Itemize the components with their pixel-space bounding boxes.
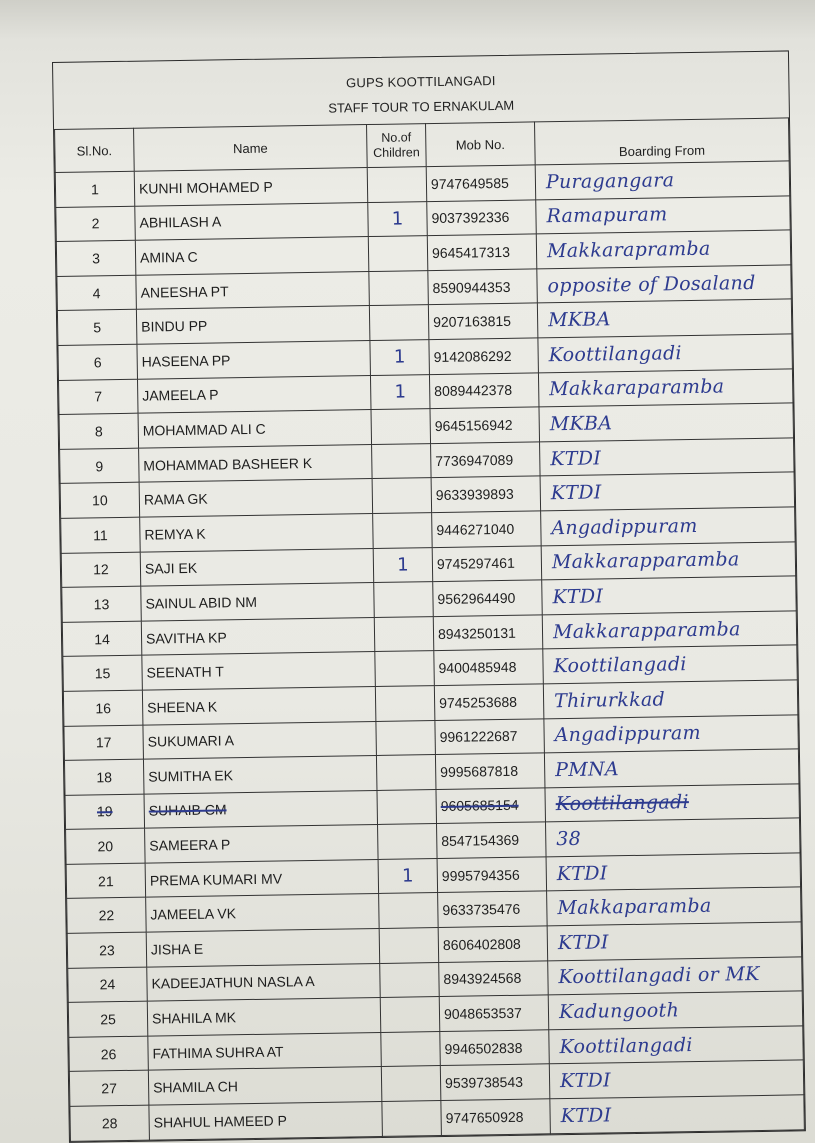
row-name-text: SAINUL ABID NM	[145, 593, 258, 612]
row-boarding	[542, 611, 797, 650]
row-boarding-text: Angadippuram	[551, 514, 698, 539]
row-boarding	[546, 853, 801, 892]
row-sl-no	[69, 1036, 149, 1072]
row-name-text: KUNHI MOHAMED P	[138, 178, 273, 197]
row-mobile	[434, 684, 544, 720]
row-mobile-text: 9745297461	[436, 555, 515, 573]
row-sl-no	[66, 863, 146, 899]
row-boarding	[545, 784, 800, 823]
row-name	[146, 929, 380, 967]
row-name	[137, 375, 371, 413]
row-mobile-text: 9645417313	[431, 243, 511, 262]
row-children	[372, 478, 432, 514]
row-mobile-text: 9142086292	[433, 347, 512, 365]
row-boarding-text: Makkarapramba	[546, 237, 711, 263]
row-sl-no	[60, 448, 140, 484]
row-name	[143, 756, 377, 794]
row-children-text: 1	[393, 346, 406, 368]
row-mobile	[432, 545, 542, 581]
row-boarding-text: Koottilangadi	[553, 653, 687, 678]
row-sl-no	[69, 1071, 149, 1107]
row-mobile	[439, 960, 549, 996]
row-sl-no-text: 2	[91, 215, 100, 232]
row-name-text: SAJI EK	[144, 560, 198, 577]
row-name-text: RAMA GK	[143, 490, 208, 508]
row-children	[376, 720, 436, 756]
row-boarding-text: Koottilangadi	[548, 341, 683, 366]
row-sl-no	[67, 898, 147, 934]
row-sl-no-text: 13	[93, 596, 110, 613]
row-mobile-text: 9995687818	[440, 762, 519, 780]
staff-table	[54, 117, 805, 1141]
row-boarding	[536, 230, 791, 269]
row-sl-no	[61, 517, 141, 553]
row-name-text: MOHAMMAD ALI C	[142, 420, 266, 439]
row-name	[147, 998, 381, 1036]
row-name	[142, 686, 376, 724]
row-children	[371, 409, 431, 445]
row-mobile-text: 9745253688	[438, 693, 518, 711]
row-mobile-text: 9207163815	[433, 312, 512, 331]
row-boarding-text: Angadippuram	[554, 722, 702, 747]
row-mobile	[440, 1064, 550, 1100]
row-sl-no	[68, 1001, 148, 1037]
row-boarding	[546, 818, 801, 857]
row-boarding	[547, 922, 802, 961]
row-boarding-text: Koottilangadi or MK	[558, 963, 760, 989]
row-mobile-text: 9645156942	[434, 416, 513, 434]
row-boarding-text: MKBA	[549, 412, 613, 436]
row-mobile	[436, 788, 546, 824]
row-sl-no	[55, 171, 135, 207]
row-sl-no-text: 27	[101, 1080, 118, 1097]
row-children	[379, 893, 439, 929]
row-boarding-text: PMNA	[555, 758, 620, 782]
row-sl-no	[67, 932, 147, 968]
row-name-text: SHEENA K	[147, 698, 218, 716]
row-sl-no-text: 24	[99, 976, 116, 993]
row-mobile	[431, 476, 541, 512]
row-children	[369, 305, 429, 341]
row-name-text: SUHAIB CM	[148, 801, 227, 820]
row-mobile-text: 9961222687	[439, 728, 518, 746]
row-name	[139, 444, 373, 482]
row-name-text: AMINA C	[139, 248, 198, 266]
row-name	[143, 721, 377, 759]
row-sl-no	[62, 586, 142, 622]
row-name	[146, 894, 380, 932]
row-sl-no	[56, 206, 136, 242]
paper-sheet	[52, 50, 803, 1132]
row-sl-no	[58, 379, 138, 415]
row-children	[368, 236, 428, 272]
row-boarding	[540, 438, 795, 477]
row-mobile	[438, 891, 548, 927]
row-children	[377, 789, 437, 825]
row-name-text: SAVITHA KP	[145, 628, 227, 647]
row-name-text: SHAHILA MK	[151, 1009, 237, 1027]
col-children: No.of Children	[367, 124, 427, 168]
row-children	[374, 616, 434, 652]
row-sl-no-text: 4	[92, 284, 101, 301]
row-children	[380, 997, 440, 1033]
row-sl-no	[63, 655, 143, 691]
row-mobile-text: 9562964490	[437, 589, 516, 607]
row-children	[373, 513, 433, 549]
row-name	[139, 479, 373, 517]
row-sl-no	[61, 552, 141, 588]
row-children	[382, 1101, 442, 1137]
row-children	[381, 1066, 441, 1102]
row-mobile	[427, 234, 537, 270]
row-sl-no-text: 21	[97, 872, 114, 890]
row-name-text: HASEENA PP	[141, 352, 231, 370]
row-sl-no	[65, 794, 145, 830]
row-mobile-text: 7736947089	[435, 451, 514, 469]
row-sl-no-text: 6	[93, 354, 102, 371]
row-mobile-text: 9400485948	[438, 658, 517, 677]
row-name	[144, 790, 378, 828]
row-sl-no-text: 8	[94, 423, 103, 440]
row-boarding	[541, 507, 796, 546]
row-boarding	[538, 368, 793, 407]
row-boarding-text: Kadungooth	[558, 999, 680, 1024]
row-name	[138, 410, 372, 448]
row-mobile	[433, 615, 543, 651]
row-mobile-text: 8547154369	[441, 831, 520, 850]
row-mobile-text: 9633939893	[435, 485, 514, 504]
row-sl-no	[57, 310, 137, 346]
row-sl-no	[66, 828, 146, 864]
row-sl-no	[56, 240, 136, 276]
row-boarding	[549, 1026, 804, 1065]
row-mobile-text: 9605685154	[440, 797, 519, 815]
row-mobile-text: 9747649585	[430, 174, 509, 192]
row-sl-no	[59, 413, 139, 449]
row-name-text: ANEESHA PT	[140, 282, 229, 301]
row-mobile	[440, 1030, 550, 1066]
row-children	[370, 374, 430, 410]
row-name	[148, 1067, 382, 1105]
row-mobile-text: 9747650928	[445, 1108, 524, 1126]
row-sl-no-text: 17	[95, 734, 112, 751]
row-boarding-text: Makkarapparamba	[551, 548, 740, 574]
row-mobile-text: 8089442378	[434, 382, 513, 400]
row-boarding-text: KTDI	[552, 585, 604, 609]
row-mobile-text: 9995794356	[441, 866, 520, 884]
row-children-text: 1	[401, 865, 414, 887]
row-sl-no-text: 1	[90, 181, 100, 198]
row-children-text: 1	[391, 208, 404, 230]
row-boarding	[548, 956, 803, 995]
row-name-text: REMYA K	[144, 525, 206, 543]
row-sl-no-text: 22	[98, 907, 115, 924]
row-name-text: BINDU PP	[141, 317, 208, 335]
row-name-text: SUKUMARI A	[147, 732, 235, 750]
row-boarding-text: KTDI	[559, 1069, 612, 1093]
col-boarding: Boarding From	[535, 118, 790, 165]
row-children	[373, 547, 433, 583]
row-mobile	[435, 718, 545, 754]
table-body	[55, 161, 804, 1141]
row-sl-no	[58, 344, 138, 380]
row-sl-no	[63, 690, 143, 726]
row-mobile	[431, 442, 541, 478]
row-sl-no-text: 19	[96, 803, 113, 820]
row-mobile	[437, 822, 547, 858]
row-mobile	[435, 753, 545, 789]
row-sl-no-text: 23	[99, 941, 115, 959]
row-sl-no	[62, 621, 142, 657]
row-children	[367, 167, 427, 203]
row-name-text: SHAHUL HAMEED P	[153, 1112, 288, 1131]
row-mobile	[434, 649, 544, 685]
row-children	[374, 582, 434, 618]
row-sl-no-text: 26	[100, 1045, 117, 1062]
row-name-text: SUMITHA EK	[148, 767, 234, 785]
row-boarding	[542, 576, 797, 615]
row-boarding-text: Makkarapparamba	[552, 617, 741, 643]
row-sl-no-text: 25	[100, 1011, 116, 1028]
row-name	[140, 548, 374, 586]
row-name-text: FATHIMA SUHRA AT	[152, 1043, 284, 1062]
row-children	[378, 858, 438, 894]
row-name-text: PREMA KUMARI MV	[149, 870, 283, 889]
staff-list-form	[52, 50, 806, 1142]
row-children	[368, 201, 428, 237]
row-name-text: ABHILASH A	[139, 213, 222, 232]
row-mobile	[426, 165, 536, 201]
row-sl-no-text: 20	[97, 838, 114, 855]
row-mobile	[438, 926, 548, 962]
row-children	[381, 1031, 441, 1067]
row-name	[145, 825, 379, 863]
row-name-text: JISHA E	[150, 940, 204, 958]
row-name	[147, 963, 381, 1001]
school-title: GUPS KOOTTILANGADI	[345, 73, 496, 91]
row-boarding-text: KTDI	[550, 446, 602, 470]
row-boarding-text: Puragangara	[545, 169, 675, 194]
row-name	[136, 306, 370, 344]
row-boarding	[539, 403, 794, 442]
row-mobile-text: 8590944353	[432, 278, 511, 296]
row-sl-no-text: 15	[94, 665, 111, 682]
row-name	[140, 513, 374, 551]
row-name-text: JAMEELA P	[142, 386, 219, 404]
row-boarding	[550, 1095, 805, 1134]
row-sl-no-text: 18	[96, 769, 113, 786]
row-boarding	[537, 265, 792, 304]
row-name	[136, 271, 370, 309]
row-name-text: JAMEELA VK	[150, 905, 237, 923]
row-sl-no	[64, 759, 144, 795]
row-mobile-text: 9946502838	[444, 1039, 523, 1057]
row-sl-no-text: 3	[92, 250, 101, 267]
col-sl-no: Sl.No.	[55, 128, 135, 172]
row-mobile	[430, 407, 540, 443]
row-name	[134, 168, 368, 206]
row-mobile	[429, 372, 539, 408]
row-boarding-text: Koottilangadi	[555, 791, 690, 816]
row-name-text: SAMEERA P	[149, 836, 231, 854]
row-sl-no	[57, 275, 137, 311]
row-name	[141, 617, 375, 655]
row-boarding-text: KTDI	[560, 1104, 612, 1127]
row-boarding-text: KTDI	[556, 862, 608, 885]
tour-subtitle: STAFF TOUR TO ERNAKULAM	[328, 97, 515, 116]
row-children	[376, 755, 436, 791]
row-name	[145, 859, 379, 897]
row-sl-no	[68, 967, 148, 1003]
row-children	[380, 962, 440, 998]
row-mobile-text: 8943250131	[437, 624, 517, 642]
row-mobile	[428, 303, 538, 339]
row-mobile-text: 9048653537	[443, 1004, 522, 1023]
row-name	[141, 583, 375, 621]
row-boarding	[540, 472, 795, 511]
row-boarding-text: MKBA	[547, 308, 611, 332]
row-boarding-text: Koottilangadi	[559, 1033, 693, 1058]
row-mobile-text: 8606402808	[442, 935, 521, 953]
row-sl-no-text: 28	[101, 1114, 118, 1132]
row-children	[375, 685, 435, 721]
row-sl-no-text: 7	[94, 388, 103, 405]
row-name	[148, 1032, 382, 1070]
col-mobile: Mob No.	[426, 122, 536, 167]
row-mobile	[441, 1099, 551, 1135]
row-name-text: SEENATH T	[146, 663, 225, 681]
row-boarding-text: KTDI	[550, 481, 602, 505]
row-mobile	[427, 200, 537, 236]
row-mobile-text: 9539738543	[444, 1073, 524, 1092]
row-name	[135, 202, 369, 240]
row-boarding	[544, 749, 799, 788]
row-mobile	[439, 995, 549, 1031]
row-boarding	[536, 196, 791, 235]
row-name	[149, 1101, 383, 1139]
row-name-text: SHAMILA CH	[152, 1078, 239, 1096]
row-sl-no-text: 16	[95, 699, 112, 717]
row-mobile-text: 8943924568	[443, 970, 522, 988]
row-boarding	[535, 161, 790, 200]
row-boarding-text: Makkaraparamba	[549, 375, 725, 401]
row-children-text: 1	[397, 554, 409, 576]
row-boarding-text: Thirurkkad	[553, 688, 666, 712]
row-sl-no-text: 10	[91, 492, 108, 509]
row-children	[372, 443, 432, 479]
row-sl-no	[60, 483, 140, 519]
row-name	[142, 652, 376, 690]
row-name	[137, 341, 371, 379]
row-children	[378, 824, 438, 860]
row-boarding-text: opposite of Dosaland	[547, 271, 756, 297]
row-sl-no-text: 5	[93, 319, 102, 336]
row-children	[375, 651, 435, 687]
row-boarding	[548, 991, 803, 1030]
row-boarding-text: KTDI	[557, 931, 609, 955]
row-sl-no	[70, 1105, 150, 1141]
row-boarding	[537, 299, 792, 338]
row-mobile-text: 9446271040	[436, 520, 515, 538]
row-boarding	[544, 714, 799, 753]
row-sl-no-text: 14	[94, 630, 110, 647]
row-boarding	[543, 645, 798, 684]
row-mobile-text: 9037392336	[431, 209, 510, 227]
row-sl-no-text: 12	[93, 561, 109, 578]
row-sl-no-text: 11	[93, 526, 108, 544]
row-boarding	[538, 334, 793, 373]
row-boarding	[543, 680, 798, 719]
row-boarding	[549, 1060, 804, 1099]
row-children	[370, 340, 430, 376]
row-mobile	[432, 511, 542, 547]
row-children-text: 1	[394, 381, 407, 403]
row-boarding	[547, 887, 802, 926]
row-mobile	[433, 580, 543, 616]
col-name: Name	[134, 125, 368, 172]
row-mobile	[428, 269, 538, 305]
row-boarding-text: Makkaparamba	[557, 895, 712, 920]
row-children	[379, 928, 439, 964]
row-name-text: MOHAMMAD BASHEER K	[143, 454, 313, 474]
row-name-text: KADEEJATHUN NASLA A	[151, 973, 315, 993]
row-name	[135, 237, 369, 275]
row-mobile	[437, 857, 547, 893]
row-boarding-text: Ramapuram	[546, 203, 668, 228]
row-mobile-text: 9633735476	[442, 901, 521, 919]
row-sl-no	[64, 725, 144, 761]
row-children	[369, 270, 429, 306]
row-sl-no-text: 9	[95, 457, 104, 474]
row-boarding-text: 38	[556, 827, 582, 851]
row-boarding	[541, 541, 796, 580]
row-mobile	[429, 338, 539, 374]
